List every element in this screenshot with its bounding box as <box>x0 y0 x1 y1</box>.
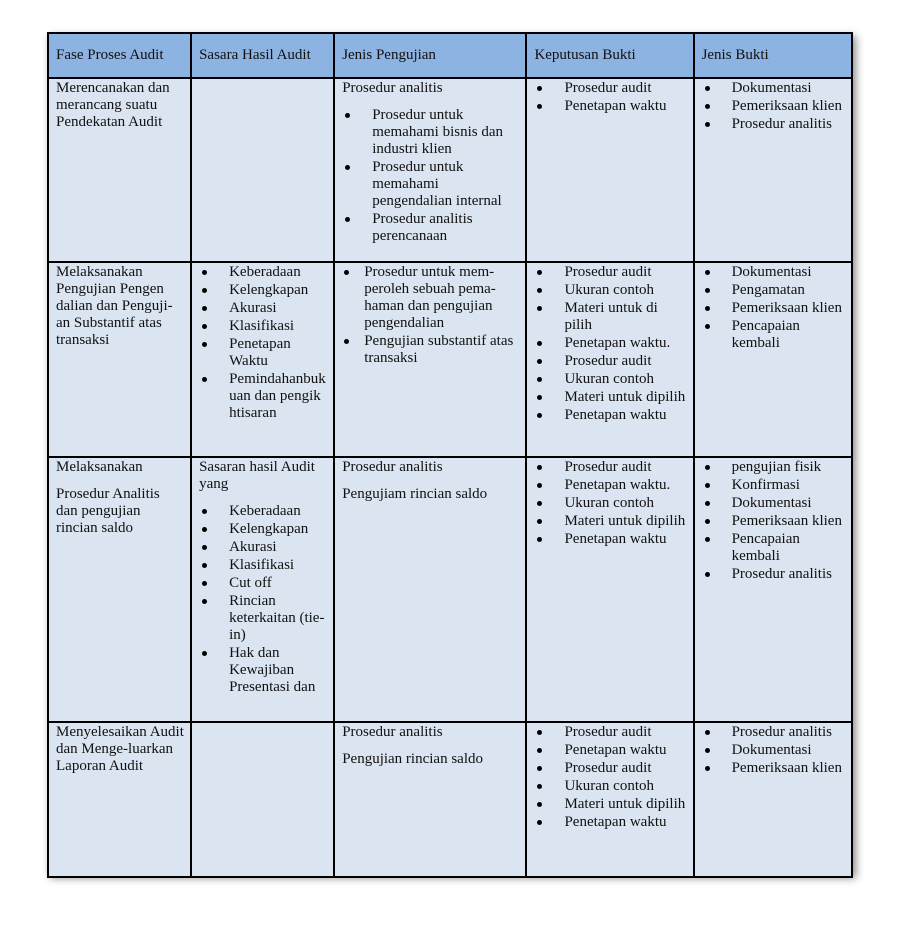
evidence-list <box>702 264 845 352</box>
list-item: Konfirmasi <box>732 477 845 494</box>
list-item: pengujian fisik <box>732 459 845 476</box>
list-item: Prosedur audit <box>564 459 686 476</box>
phase-text: Melaksanakan Pengujian Pengen dalian dan Penguji-an Substantif atas transaksi <box>56 264 173 348</box>
list-item: Penetapan waktu. <box>564 335 686 352</box>
targets-cell <box>191 457 334 722</box>
list-item: Penetapan waktu <box>564 98 686 115</box>
list-item: Akurasi <box>229 539 327 556</box>
tests-cell <box>334 722 526 877</box>
list-item: Penetapan waktu. <box>564 477 686 494</box>
list-item: Pemeriksaan klien <box>732 760 845 777</box>
decisions-cell <box>526 78 693 262</box>
evidence-cell <box>694 722 852 877</box>
tests-list <box>342 107 519 245</box>
evidence-list <box>702 724 845 777</box>
list-item: Pengujian substantif atas transaksi <box>364 333 519 367</box>
phase-cell <box>48 457 191 722</box>
evidence-cell <box>694 457 852 722</box>
list-item: Rincian keterkaitan (tie-in) <box>229 593 327 644</box>
list-item: Prosedur analitis <box>732 116 845 133</box>
header-keputusan-bukti: Keputusan Bukti <box>526 33 693 78</box>
header-row <box>48 33 852 78</box>
header-fase-proses-audit: Fase Proses Audit <box>48 33 191 78</box>
audit-process-table <box>47 32 853 878</box>
tests-intro: Prosedur analitis <box>342 724 443 740</box>
list-item: Prosedur audit <box>564 264 686 281</box>
list-item: Pemeriksaan klien <box>732 513 845 530</box>
list-item: Materi untuk dipilih <box>564 513 686 529</box>
list-item: Ukuran contoh <box>564 371 686 388</box>
list-item: Keberadaan <box>229 503 327 520</box>
table-row <box>48 457 852 722</box>
list-item: Penetapan Waktu <box>229 336 327 370</box>
decisions-cell <box>526 457 693 722</box>
tests-cell <box>334 457 526 722</box>
decisions-cell <box>526 262 693 457</box>
list-item: Prosedur audit <box>564 724 686 741</box>
list-item: Prosedur analitis <box>732 724 845 741</box>
phase-cell <box>48 78 191 262</box>
list-item: Penetapan waktu <box>564 407 686 424</box>
phase-text: Menyelesaikan Audit dan Menge-luarkan Laporan Audit <box>56 724 184 774</box>
list-item: Kelengkapan <box>229 521 327 538</box>
targets-cell <box>191 78 334 262</box>
tests-cell <box>334 262 526 457</box>
list-item: Penetapan waktu <box>564 531 686 548</box>
list-item: Akurasi <box>229 300 327 317</box>
phase-text: Merencanakan dan merancang suatu Pendekatan Audit <box>56 80 170 130</box>
list-item: Pengamatan <box>732 282 845 299</box>
list-item: Prosedur audit <box>564 353 686 370</box>
phase-line1: Melaksanakan <box>56 459 143 475</box>
list-item: Prosedur untuk memahami bisnis dan industri klien <box>372 107 519 158</box>
list-item: Klasifikasi <box>229 557 327 574</box>
phase-cell <box>48 262 191 457</box>
list-item: Pencapaian kembali <box>732 318 845 352</box>
list-item: Penetapan waktu <box>564 814 686 831</box>
tests-list <box>342 264 519 367</box>
phase-text: Prosedur Analitis dan pengujian rincian saldo <box>56 486 160 536</box>
tests-cell <box>334 78 526 262</box>
decisions-list <box>534 459 686 548</box>
evidence-cell <box>694 262 852 457</box>
list-item: Penetapan waktu <box>564 742 686 759</box>
list-item: Kelengkapan <box>229 282 327 299</box>
list-item: Ukuran contoh <box>564 495 686 512</box>
list-item: Prosedur untuk mem-peroleh sebuah pema-haman dan pengujian pengendalian <box>364 264 519 332</box>
list-item: Ukuran contoh <box>564 778 686 795</box>
list-item: Prosedur audit <box>564 760 686 777</box>
list-item: Cut off <box>229 575 327 592</box>
list-item: Pencapaian kembali <box>732 531 845 565</box>
list-item: Dokumentasi <box>732 495 845 512</box>
decisions-list <box>534 80 686 115</box>
list-item: Klasifikasi <box>229 318 327 335</box>
header-jenis-bukti: Jenis Bukti <box>694 33 852 78</box>
list-item: Prosedur untuk memahami pengendalian internal <box>372 159 519 210</box>
list-item: Pemeriksaan klien <box>732 98 845 115</box>
tests-outro: Pengujian rincian saldo <box>342 751 483 767</box>
table-row <box>48 722 852 877</box>
list-item: Dokumentasi <box>732 264 845 281</box>
list-item: Keberadaan <box>229 264 327 281</box>
list-item: Materi untuk dipilih <box>564 796 686 812</box>
targets-list <box>199 503 327 696</box>
list-item: Materi untuk dipilih <box>564 389 686 405</box>
list-item: Hak dan Kewajiban Presentasi dan <box>229 645 327 696</box>
list-item: Prosedur analitis perencanaan <box>372 211 519 245</box>
decisions-list <box>534 264 686 424</box>
header-jenis-pengujian: Jenis Pengujian <box>334 33 526 78</box>
table-row <box>48 78 852 262</box>
evidence-cell <box>694 78 852 262</box>
evidence-list <box>702 459 845 583</box>
decisions-cell <box>526 722 693 877</box>
list-item: Ukuran contoh <box>564 282 686 299</box>
list-item: Pemindahanbukuan dan pengikhtisaran <box>229 371 326 421</box>
list-item: Prosedur audit <box>564 80 686 97</box>
tests-intro: Prosedur analitis <box>342 459 443 475</box>
audit-table-container <box>47 32 853 874</box>
tests-outro: Pengujiam rincian saldo <box>342 486 488 502</box>
decisions-list <box>534 724 686 831</box>
header-sasaran-hasil-audit: Sasara Hasil Audit <box>191 33 334 78</box>
evidence-list <box>702 80 845 133</box>
list-item: Materi untuk di pilih <box>564 300 686 334</box>
tests-intro: Prosedur analitis <box>342 80 443 96</box>
list-item: Prosedur analitis <box>732 566 845 583</box>
targets-intro: Sasaran hasil Audit yang <box>199 459 315 492</box>
phase-cell <box>48 722 191 877</box>
list-item: Dokumentasi <box>732 80 845 97</box>
list-item: Dokumentasi <box>732 742 845 759</box>
table-row <box>48 262 852 457</box>
targets-cell <box>191 262 334 457</box>
targets-cell <box>191 722 334 877</box>
targets-list <box>199 264 327 422</box>
list-item: Pemeriksaan klien <box>732 300 845 317</box>
